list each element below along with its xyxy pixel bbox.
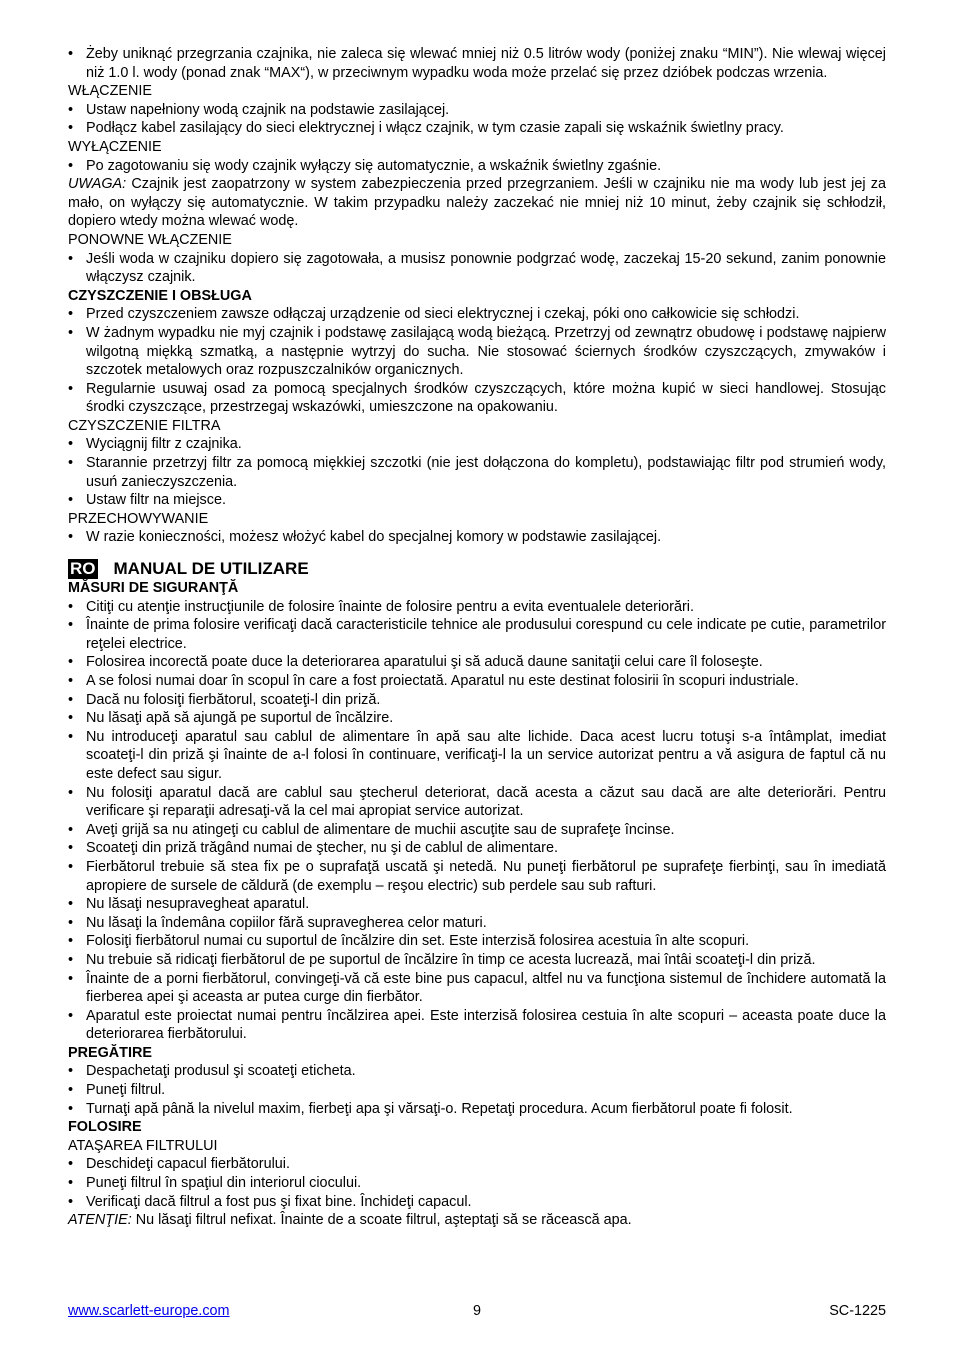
list-item: • Regularnie usuwaj osad za pomocą specjalnych środków czyszczących, które można kupić w sieci handlowej. Stosując środki czyszczące, przestrzegaj wskazówki, umieszczone na opakowaniu.	[68, 380, 886, 417]
list-item: • A se folosi numai doar în scopul în care a fost proiectată. Aparatul nu este destinat folosirii în scopuri industriale.	[68, 672, 886, 691]
pl-list-storage	[68, 528, 886, 547]
list-item: • Citiţi cu atenţie instrucţiunile de folosire înainte de folosire pentru a evita eventualele deteriorări.	[68, 598, 886, 617]
list-item: • Wyciągnij filtr z czajnika.	[68, 435, 886, 454]
list-item: • Turnaţi apă până la nivelul maxim, fierbeţi apa şi vărsaţi-o. Repetaţi procedura. Acum fierbătorul poate fi folosit.	[68, 1100, 886, 1119]
list-item: • Fierbătorul trebuie să stea fix pe o suprafaţă uscată şi netedă. Nu puneţi fierbătorul pe suprafeţe fierbinţi, sau în imediată apropiere de sursele de căldură (de exemplu – reşou electric) sub perdele sau sub rafturi.	[68, 858, 886, 895]
page-number: 9	[472, 1303, 481, 1319]
ro-note-text: Nu lăsaţi filtrul nefixat. Înainte de a scoate filtrul, aşteptaţi să se răcească apa.	[131, 1212, 632, 1229]
website-link[interactable]: www.scarlett-europe.com	[68, 1303, 230, 1319]
pl-list-cleaning	[68, 305, 886, 417]
ro-section-header	[68, 559, 886, 579]
list-item: • Nu trebuie să ridicaţi fierbătorul de pe suportul de încălzire în timp ce acesta lucrează, mai întâi scoateţi-l din priză.	[68, 951, 886, 970]
list-item: • Puneţi filtrul.	[68, 1081, 886, 1100]
pl-heading-storage: PRZECHOWYWANIE	[68, 510, 209, 527]
list-item: • W żadnym wypadku nie myj czajnik i podstawę zasilającą wodą bieżącą. Przetrzyj od zewnątrz obudowę i podstawę najpierw wilgotną miękką szmatką, a następnie wytrzyj do sucha. Nie stosować ściernych środków czyszczących, zmywaków i szczotek metalowych oraz rozpuszczalników organicznych.	[68, 324, 886, 380]
pl-note	[68, 175, 886, 231]
list-item: • Folosiţi fierbătorul numai cu suportul de încălzire din set. Este interzisă folosirea acestuia în alte scopuri.	[68, 932, 886, 951]
list-item: • Aveţi grijă sa nu atingeţi cu cablul de alimentare de muchii ascuţite sau de suprafeţe încinse.	[68, 821, 886, 840]
list-item: • Żeby uniknąć przegrzania czajnika, nie zaleca się wlewać mniej niż 0.5 litrów wody (poniżej znaku “MIN”). Nie wlewaj więcej niż 1.0 l. wody (ponad znak “MAX“), w przeciwnym wypadku woda może przelać się przez dzióbek podczas wrzenia.	[68, 45, 886, 82]
pl-heading-on: WŁĄCZENIE	[68, 83, 152, 100]
list-item: • Nu lăsaţi la îndemâna copiilor fără supravegherea celor maturi.	[68, 914, 886, 933]
list-item: • Înainte de prima folosire verificaţi dacă caracteristicile tehnice ale produsului corespund cu cele indicate pe cutie, parametrilor reţelei electrice.	[68, 616, 886, 653]
list-item: • Po zagotowaniu się wody czajnik wyłączy się automatycznie, a wskaźnik świetlny zgaśnie.	[68, 157, 886, 176]
ro-list-attach	[68, 1155, 886, 1211]
pl-list-on	[68, 101, 886, 138]
ro-list-prep	[68, 1062, 886, 1118]
list-item: • Nu introduceţi aparatul sau cablul de alimentare în apă sau alte lichide. Daca acest lucru totuşi s-a întâmplat, imediat scoateţi-l din priză şi înainte de a-l folosi în continuare, verificaţi-l la un service autorizat pentru a vă asigura de faptul că nu este defect sau sigur.	[68, 728, 886, 784]
page-footer	[68, 1303, 886, 1323]
list-item: • Nu folosiţi aparatul dacă are cablul sau ştecherul deteriorat, dacă acesta a căzut sau dacă are alte deteriorări. Pentru verificare şi reparaţii adresaţi-vă la cel mai apropiat service autorizat.	[68, 784, 886, 821]
pl-heading-cleaning: CZYSZCZENIE I OBSŁUGA	[68, 287, 252, 304]
pl-heading-off: WYŁĄCZENIE	[68, 138, 162, 155]
pl-note-label: UWAGA:	[68, 176, 127, 193]
list-item: • Nu lăsaţi nesupravegheat aparatul.	[68, 895, 886, 914]
list-item: • Puneţi filtrul în spaţiul din interiorul ciocului.	[68, 1174, 886, 1193]
list-item: • Scoateţi din priză trăgând numai de ştecher, nu şi de cablul de alimentare.	[68, 839, 886, 858]
list-item: • Ustaw napełniony wodą czajnik na podstawie zasilającej.	[68, 101, 886, 120]
ro-heading-attach: ATAŞAREA FILTRULUI	[68, 1137, 218, 1154]
list-item: • Deschideţi capacul fierbătorului.	[68, 1155, 886, 1174]
ro-heading-use: FOLOSIRE	[68, 1119, 142, 1136]
list-item: • Starannie przetrzyj filtr za pomocą miękkiej szczotki (nie jest dołączona do kompletu), podstawiając filtr pod strumień wody, usuń zanieczyszczenia.	[68, 454, 886, 491]
ro-heading-prep: PREGĂTIRE	[68, 1044, 152, 1061]
pl-heading-filter: CZYSZCZENIE FILTRA	[68, 417, 221, 434]
pl-heading-reon: PONOWNE WŁĄCZENIE	[68, 231, 232, 248]
ro-note	[68, 1211, 886, 1230]
language-tag: RO	[70, 559, 96, 579]
list-item: • Podłącz kabel zasilający do sieci elektrycznej i włącz czajnik, w tym czasie zapali się wskaźnik świetlny pracy.	[68, 119, 886, 138]
list-item: • Jeśli woda w czajniku dopiero się zagotowała, a musisz ponownie podgrzać wodę, zaczekaj 15-20 sekund, zanim ponownie włączysz czajnik.	[68, 250, 886, 287]
pl-note-text: Czajnik jest zaopatrzony w system zabezpieczenia przed przegrzaniem. Jeśli w czajniku nie ma wody lub jest jej za mało, on wyłączy się automatycznie. W takim przypadku należy zaczekać nie mniej niż 10 minut, żeby czajnik się schłodził, dopiero wtedy można wlewać wodę.	[68, 176, 886, 230]
ro-manual-title: MANUAL DE UTILIZARE	[113, 559, 309, 579]
list-item: • Înainte de a porni fierbătorul, convingeţi-vă că este bine pus capacul, altfel nu va funcţiona sistemul de închidere automată la fierberea apei şi aceasta ar putea curge din fierbător.	[68, 970, 886, 1007]
list-item: • Dacă nu folosiţi fierbătorul, scoateţi-l din priză.	[68, 691, 886, 710]
ro-section	[68, 579, 886, 1230]
list-item: • Despachetaţi produsul şi scoateţi eticheta.	[68, 1062, 886, 1081]
pl-list-off	[68, 157, 886, 176]
pl-list-intro	[68, 45, 886, 82]
ro-list-safety	[68, 598, 886, 1044]
pl-section	[68, 45, 886, 547]
list-item: • Verificaţi dacă filtrul a fost pus şi fixat bine. Închideţi capacul.	[68, 1193, 886, 1212]
list-item: • Ustaw filtr na miejsce.	[68, 491, 886, 510]
model-number: SC-1225	[829, 1303, 886, 1319]
list-item: • W razie konieczności, możesz włożyć kabel do specjalnej komory w podstawie zasilającej.	[68, 528, 886, 547]
list-item: • Nu lăsaţi apă să ajungă pe suportul de încălzire.	[68, 709, 886, 728]
pl-list-reon	[68, 250, 886, 287]
list-item: • Aparatul este proiectat numai pentru încălzirea apei. Este interzisă folosirea cestuia în alte scopuri – aceasta poate duce la deteriorarea fierbătorului.	[68, 1007, 886, 1044]
ro-note-label: ATENŢIE:	[68, 1212, 132, 1229]
list-item: • Folosirea incorectă poate duce la deteriorarea aparatului şi să aducă daune sanitaţii celui care îl foloseşte.	[68, 653, 886, 672]
ro-heading-safety: MĂSURI DE SIGURANŢĂ	[68, 580, 239, 597]
page-content	[68, 45, 886, 1230]
pl-list-filter	[68, 435, 886, 509]
list-item: • Przed czyszczeniem zawsze odłączaj urządzenie od sieci elektrycznej i czekaj, póki ono całkowicie się schłodzi.	[68, 305, 886, 324]
